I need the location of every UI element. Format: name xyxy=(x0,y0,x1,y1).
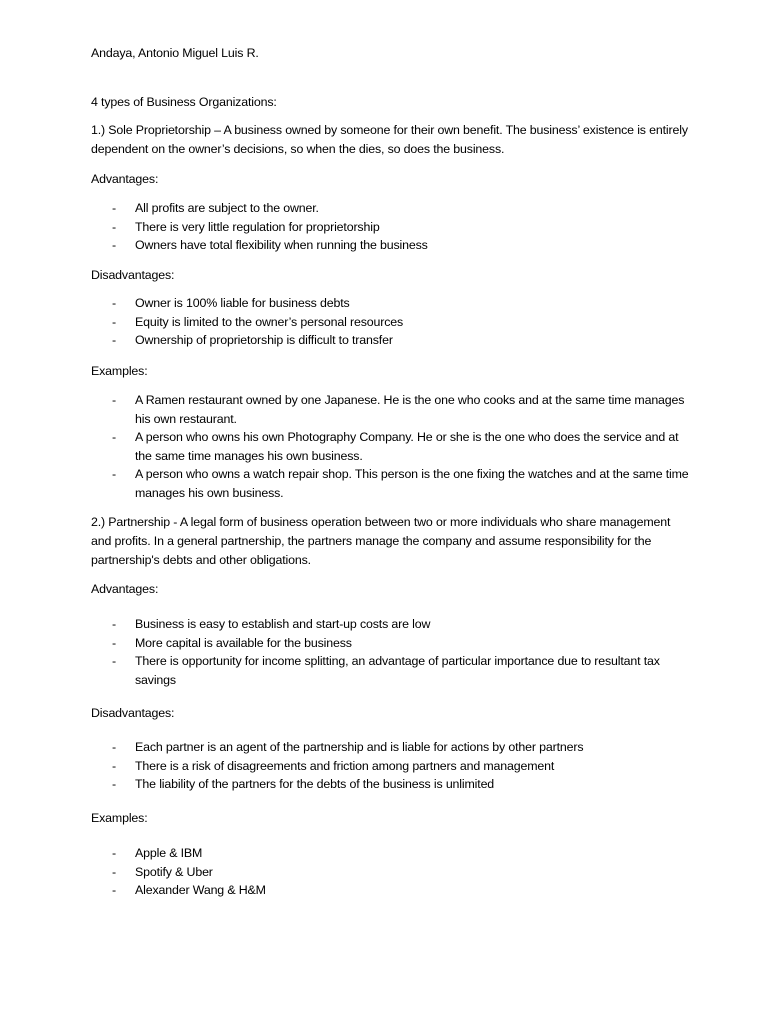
list-item: - Ownership of proprietorship is difficult to transfer xyxy=(91,331,691,350)
list-item: - All profits are subject to the owner. xyxy=(91,199,691,218)
list-item: - Business is easy to establish and start-up costs are low xyxy=(91,615,691,634)
list-item: - Owners have total flexibility when running the business xyxy=(91,236,691,255)
author-name: Andaya, Antonio Miguel Luis R. xyxy=(91,46,259,60)
dash-marker: - xyxy=(112,219,116,234)
dash-marker: - xyxy=(112,238,116,252)
section-1-disadvantages-list xyxy=(91,294,691,350)
list-item: - There is a risk of disagreements and friction among partners and management xyxy=(91,757,691,776)
list-item: - A person who owns a watch repair shop. This person is the one fixing the watches and at the same time manages his own business. xyxy=(112,467,689,500)
list-item: - The liability of the partners for the debts of the business is unlimited xyxy=(91,775,691,794)
list-item: - Spotify & Uber xyxy=(91,863,691,882)
list-item: - There is very little regulation for proprietorship xyxy=(91,218,691,237)
section-1-examples-list xyxy=(91,391,691,502)
section-1-disadvantages-label: Disadvantages: xyxy=(91,268,175,282)
list-item: - Alexander Wang & H&M xyxy=(91,881,691,900)
section-1-examples-label: Examples: xyxy=(91,364,148,378)
dash-marker: - xyxy=(112,758,116,773)
dash-marker: - xyxy=(112,635,116,650)
list-item: - Apple & IBM xyxy=(91,844,691,863)
dash-marker: - xyxy=(112,314,116,329)
list-item: - A person who owns his own Photography Company. He or she is the one who does the service and at the same time manages his own business. xyxy=(112,430,679,463)
section-1-advantages-list xyxy=(91,199,691,255)
section-2-examples-list xyxy=(91,844,691,900)
list-item: - A Ramen restaurant owned by one Japanese. He is the one who cooks and at the same time manages his own restaurant. xyxy=(112,393,685,426)
section-2-disadvantages-label: Disadvantages: xyxy=(91,706,175,720)
dash-marker: - xyxy=(112,430,116,444)
list-item: - More capital is available for the business xyxy=(91,634,691,653)
dash-marker: - xyxy=(112,777,116,791)
section-1-intro: 1.) Sole Proprietorship – A business owned by someone for their own benefit. The business’ existence is entirely dependent on the owner’s decisions, so when the dies, so does the business. xyxy=(91,123,688,156)
dash-marker: - xyxy=(112,883,116,897)
section-2-intro: 2.) Partnership - A legal form of business operation between two or more individuals who share management and profits. In a general partnership, the partners manage the company and assume responsibility for the partnership's debts and other obligations. xyxy=(91,515,671,567)
section-2-advantages-list xyxy=(91,615,691,689)
list-item: - Equity is limited to the owner’s personal resources xyxy=(91,313,691,332)
dash-marker: - xyxy=(112,654,116,668)
dash-marker: - xyxy=(112,740,116,754)
section-2-advantages-label: Advantages: xyxy=(91,582,159,596)
dash-marker: - xyxy=(112,617,116,631)
document-heading: 4 types of Business Organizations: xyxy=(91,95,277,109)
dash-marker: - xyxy=(112,864,116,879)
list-item: - Each partner is an agent of the partnership and is liable for actions by other partners xyxy=(91,738,691,757)
list-item: - Owner is 100% liable for business debts xyxy=(91,294,691,313)
dash-marker: - xyxy=(112,333,116,347)
dash-marker: - xyxy=(112,296,116,310)
dash-marker: - xyxy=(112,467,116,481)
section-1-advantages-label: Advantages: xyxy=(91,172,159,186)
section-2-examples-label: Examples: xyxy=(91,811,148,825)
dash-marker: - xyxy=(112,846,116,860)
dash-marker: - xyxy=(112,393,116,407)
list-item: - There is opportunity for income splitting, an advantage of particular importance due to resultant tax savings xyxy=(112,654,660,687)
dash-marker: - xyxy=(112,201,116,215)
section-2-disadvantages-list xyxy=(91,738,691,794)
